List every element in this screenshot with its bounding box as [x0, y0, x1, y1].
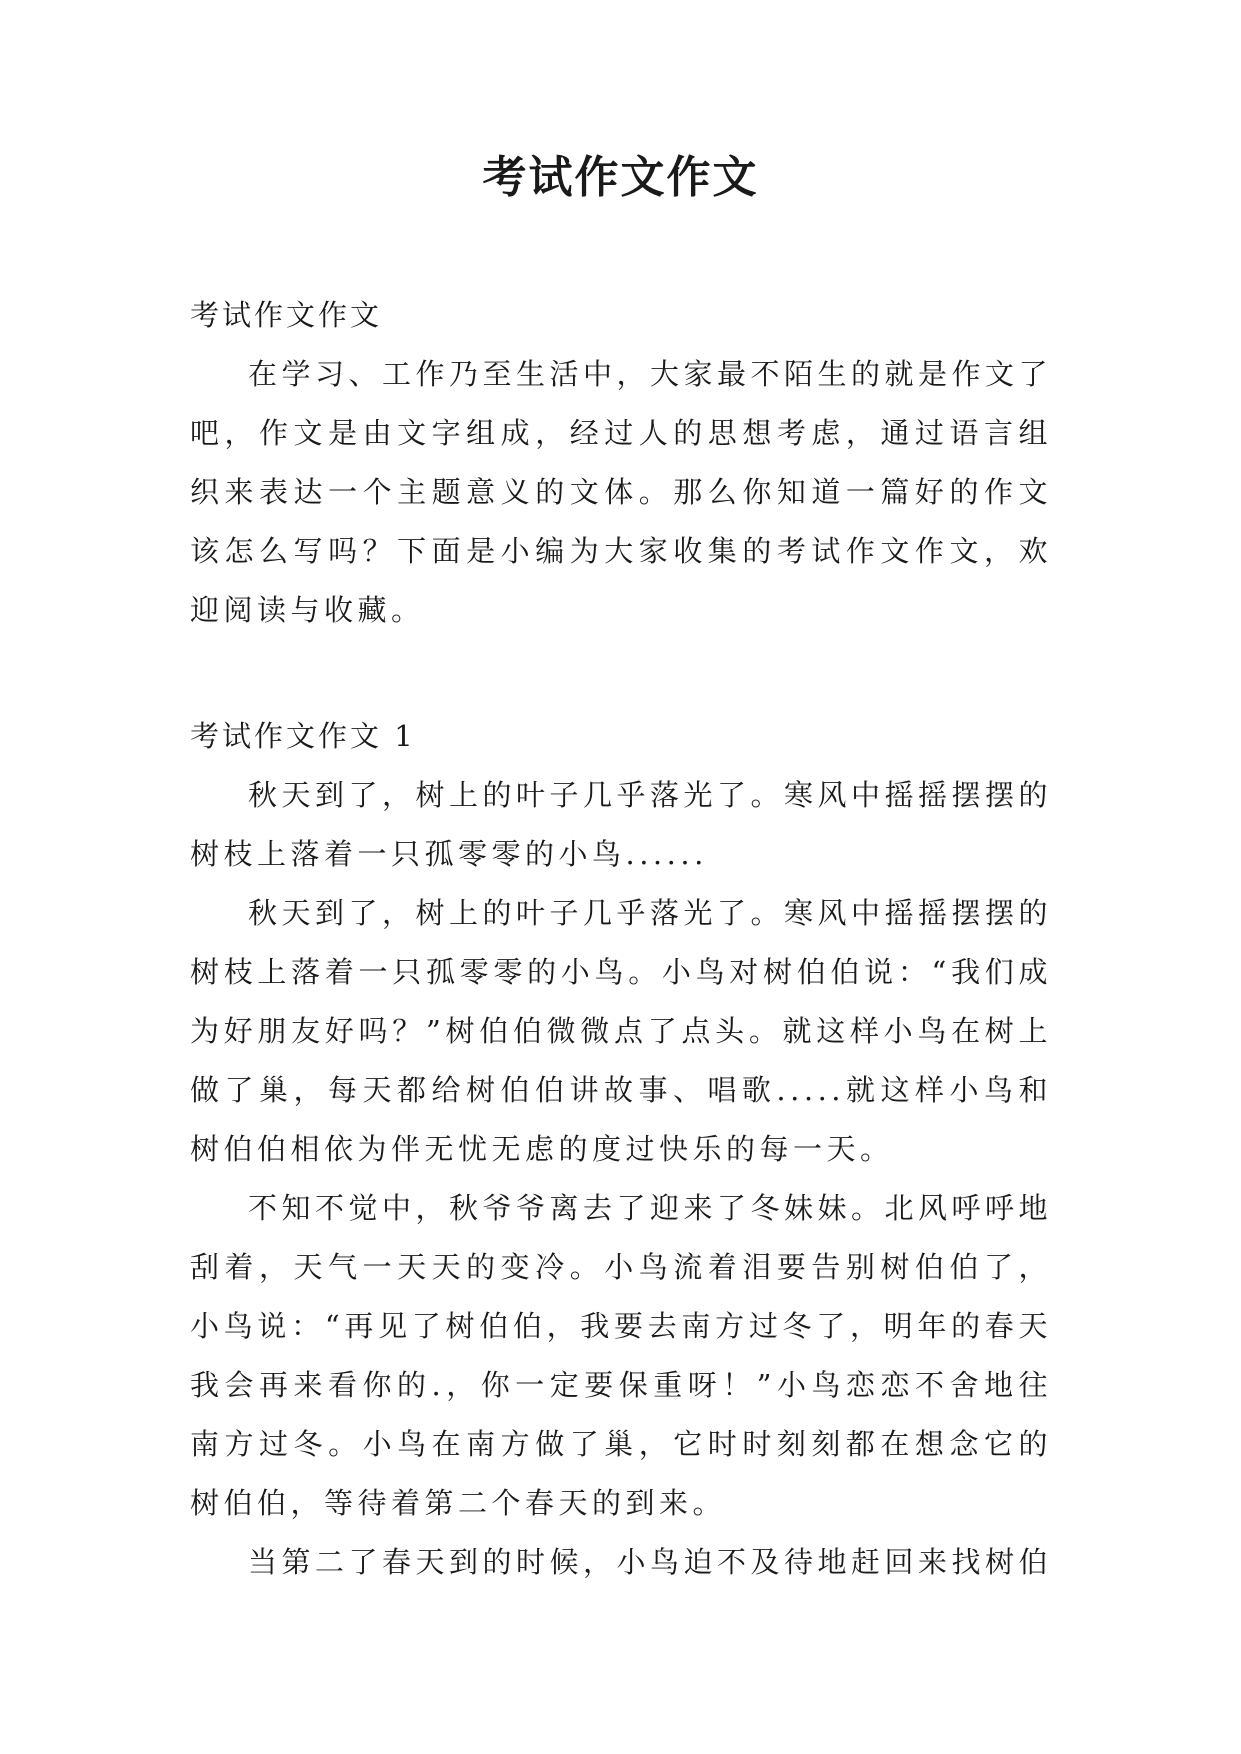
intro-heading: 考试作文作文 — [190, 298, 383, 332]
document-title: 考试作文作文 — [482, 152, 759, 203]
section-1-paragraph-2: 秋天到了，树上的叶子几乎落光了。寒风中摇摇摆摆的树枝上落着一只孤零零的小鸟。小鸟对树伯伯说：“我们成为好朋友好吗？”树伯伯微微点了点头。就这样小鸟在树上做了巢，每天都给树伯伯讲故事、唱歌.....就这样小鸟和树伯伯相依为伴无忧无虑的度过快乐的每一天。 — [190, 896, 1053, 1166]
section-1-paragraph-1: 秋天到了，树上的叶子几乎落光了。寒风中摇摇摆摆的树枝上落着一只孤零零的小鸟...... — [190, 778, 1053, 871]
section-1-paragraph-4: 当第二了春天到的时候，小鸟迫不及待地赶回来找树伯 — [248, 1545, 1053, 1579]
intro-paragraph: 在学习、工作乃至生活中，大家最不陌生的就是作文了吧，作文是由文字组成，经过人的思想考虑，通过语言组织来表达一个主题意义的文体。那么你知道一篇好的作文该怎么写吗？下面是小编为大家收集的考试作文作文，欢迎阅读与收藏。 — [190, 357, 1053, 627]
section-spacer — [190, 640, 1052, 707]
document-body — [190, 286, 1052, 1592]
section-1-paragraph-3: 不知不觉中，秋爷爷离去了迎来了冬妹妹。北风呼呼地刮着，天气一天天的变冷。小鸟流着泪要告别树伯伯了，小鸟说：“再见了树伯伯，我要去南方过冬了，明年的春天我会再来看你的.，你一定要保重呀！”小鸟恋恋不舍地往南方过冬。小鸟在南方做了巢，它时时刻刻都在想念它的树伯伯，等待着第二个春天的到来。 — [190, 1191, 1053, 1520]
section-1-heading: 考试作文作文 1 — [190, 719, 416, 753]
